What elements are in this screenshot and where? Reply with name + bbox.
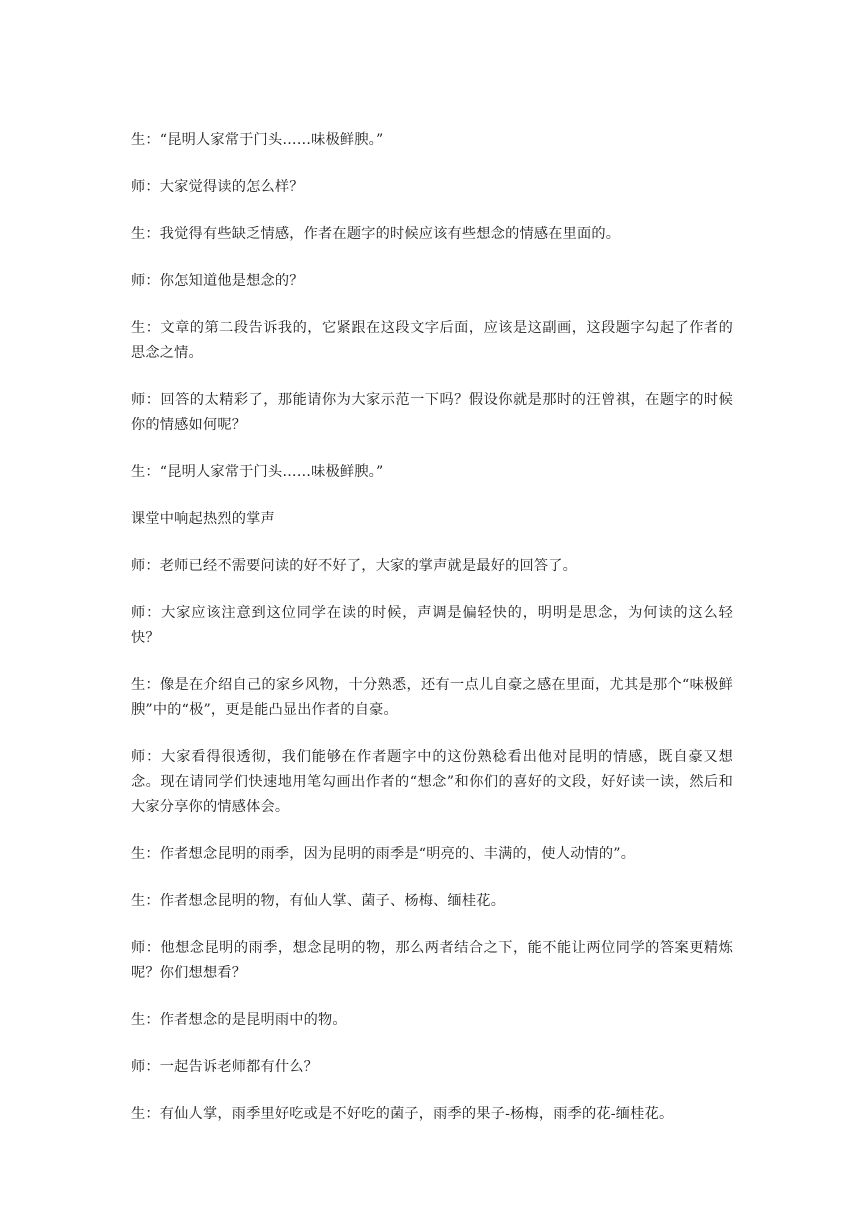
dialogue-line: 生：像是在介绍自己的家乡风物，十分熟悉，还有一点儿自豪之感在里面，尤其是那个“味极鲜腴”中的“极”，更是能凸显出作者的自豪。 (131, 677, 733, 718)
dialogue-line: 师：大家觉得读的怎么样？ (131, 179, 304, 195)
dialogue-line: 生：有仙人掌，雨季里好吃或是不好吃的菌子，雨季的果子-杨梅，雨季的花-缅桂花。 (131, 1106, 674, 1122)
dialogue-line: 生：“昆明人家常于门头……味极鲜腴。” (131, 132, 384, 148)
dialogue-line: 师：他想念昆明的雨季，想念昆明的物，那么两者结合之下，能不能让两位同学的答案更精炼呢？你们想想看？ (131, 940, 733, 981)
narration-line: 课堂中响起热烈的掌声 (131, 511, 275, 527)
dialogue-line: 师：你怎知道他是想念的？ (131, 273, 304, 289)
dialogue-line: 生：文章的第二段告诉我的，它紧跟在这段文字后面，应该是这副画，这段题字勾起了作者的思念之情。 (131, 320, 733, 361)
document-page (131, 128, 733, 1149)
dialogue-line: 生：作者想念的是昆明雨中的物。 (131, 1012, 347, 1028)
dialogue-line: 生：我觉得有些缺乏情感，作者在题字的时候应该有些想念的情感在里面的。 (131, 226, 621, 242)
dialogue-line: 生：作者想念昆明的物，有仙人掌、菌子、杨梅、缅桂花。 (131, 893, 506, 909)
dialogue-line: 生：“昆明人家常于门头……味极鲜腴。” (131, 464, 384, 480)
dialogue-line: 生：作者想念昆明的雨季，因为昆明的雨季是“明亮的、丰满的，使人动情的”。 (131, 846, 636, 862)
dialogue-line: 师：大家应该注意到这位同学在读的时候，声调是偏轻快的，明明是思念，为何读的这么轻快？ (131, 605, 733, 646)
dialogue-line: 师：老师已经不需要问读的好不好了，大家的掌声就是最好的回答了。 (131, 558, 578, 574)
dialogue-line: 师：大家看得很透彻，我们能够在作者题字中的这份熟稔看出他对昆明的情感，既自豪又想念。现在请同学们快速地用笔勾画出作者的“想念”和你们的喜好的文段，好好读一读，然后和大家分享你的情感体会。 (131, 749, 733, 815)
dialogue-line: 师：回答的太精彩了，那能请你为大家示范一下吗？假设你就是那时的汪曾祺，在题字的时候你的情感如何呢？ (131, 392, 733, 433)
dialogue-line: 师：一起告诉老师都有什么？ (131, 1059, 319, 1075)
